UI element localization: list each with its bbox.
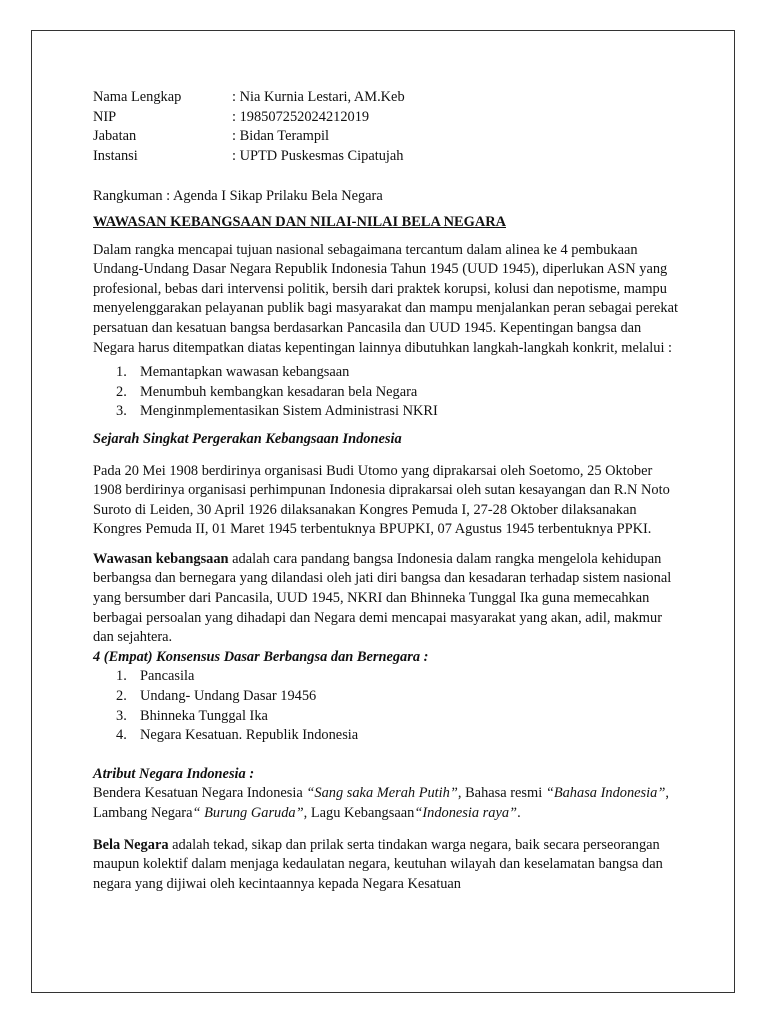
identity-value: : UPTD Puskesmas Cipatujah [232,147,404,164]
agenda-line: Rangkuman : Agenda I Sikap Prilaku Bela Negara [93,188,383,205]
bela-paragraph [93,836,683,895]
list-item [93,707,683,727]
list-number: 1. [116,668,127,685]
wawasan-paragraph [93,550,683,648]
list-item [93,667,683,687]
wawasan-text: adalah cara pandang bangsa Indonesia dalam rangka mengelola kehidupan berbangsa dan bernegara yang dilandasi oleh jati diri bangsa dan kesadaran terhadap sistem nasional yang bersumber dari Pancasila, UUD 1945, NKRI dan Bhinneka Tunggal Ika guna memecahkan berbagai persoalan yang dihadapi dan Negara demi mencapai masyarakat yang akan, adil, makmur dan sejahtera. [93,550,672,646]
section-heading: WAWASAN KEBANGSAAN DAN NILAI-NILAI BELA NEGARA [93,213,506,230]
list-text: Menumbuh kembangkan kesadaran bela Negara [140,383,418,400]
list-item [93,687,683,707]
intro-paragraph: Dalam rangka mencapai tujuan nasional sebagaimana tercantum dalam alinea ke 4 pembukaan Undang-Undang Dasar Negara Republik Indonesia Tahun 1945 (UUD 1945), diperlukan ASN yang profesional, bebas dari intervensi politik, bersih dari praktek korupsi, kolusi dan nepotisme, mampu menyelenggarakan pelayanan publik bagi masyarakat dan mampu menjalankan peran sebagai perekat persatuan dan kesatuan bangsa berdasarkan Pancasila dan UUD 1945. Kepentingan bangsa dan Negara harus ditempatkan diatas kepentingan lainnya dibutuhkan langkah-langkah konkrit, melalui : [93,241,678,356]
identity-value: : 198507252024212019 [232,108,370,125]
list-item [93,363,683,383]
list-text: Undang- Undang Dasar 19456 [140,688,317,705]
identity-row-nip [93,108,683,128]
consensus-list [93,667,683,745]
attributes-text: . [517,805,521,821]
steps-list [93,363,683,422]
bela-term: Bela Negara [93,836,169,853]
list-number: 3. [116,403,127,420]
identity-row-name [93,88,683,108]
list-item [93,402,683,422]
attributes-text: , Lambang Negara [93,785,669,821]
wawasan-term: Wawasan kebangsaan [93,550,229,567]
list-number: 1. [116,364,127,381]
attributes-title: Atribut Negara Indonesia : [93,765,255,782]
attributes-quote: “Indonesia raya” [414,805,518,821]
document-page [31,30,735,993]
list-text: Memantapkan wawasan kebangsaan [140,364,350,381]
attributes-quote: “Bahasa Indonesia” [545,785,666,802]
bela-text: adalah tekad, sikap dan prilak serta tindakan warga negara, baik secara perseorangan maupun kolektif dalam menjaga kedaulatan negara, keutuhan wilayah dan keselamatan bangsa dan negara yang dijiwai oleh kecintaannya kepada Negara Kesatuan [93,836,663,892]
identity-label: NIP [93,108,117,125]
list-item [93,383,683,403]
list-item [93,726,683,746]
attributes-text: Bendera Kesatuan Negara Indonesia [93,785,307,802]
identity-label: Jabatan [93,128,137,145]
list-number: 4. [116,727,127,744]
attributes-quote: “ Burung Garuda” [192,805,304,821]
identity-label: Instansi [93,147,138,164]
list-text: Negara Kesatuan. Republik Indonesia [140,727,359,744]
list-number: 2. [116,688,127,705]
document-content [93,88,683,894]
attributes-text: , Lagu Kebangsaan [303,805,415,821]
attributes-paragraph [93,784,683,823]
identity-value: : Nia Kurnia Lestari, AM.Keb [232,89,405,105]
identity-row-institution [93,147,683,167]
attributes-text: , Bahasa resmi [457,785,546,802]
list-number: 3. [116,707,127,724]
consensus-title: 4 (Empat) Konsensus Dasar Berbangsa dan Bernegara : [93,648,429,665]
list-text: Bhinneka Tunggal Ika [140,707,268,724]
list-text: Pancasila [140,668,195,685]
identity-value: : Bidan Terampil [232,128,330,145]
identity-label: Nama Lengkap [93,89,182,105]
history-paragraph: Pada 20 Mei 1908 berdirinya organisasi Budi Utomo yang diprakarsai oleh Soetomo, 25 Oktober 1908 berdirinya organisasi perhimpunan Indonesia diprakarsai oleh sutan kesayangan dan R.N Noto Suroto di Leiden, 30 April 1926 dilaksanakan Kongres Pemuda I, 27-28 Oktober dilaksanakan Kongres Pemuda II, 01 Maret 1945 terbentuknya BPUPKI, 07 Agustus 1945 terbentuknya PPKI. [93,462,670,538]
list-number: 2. [116,383,127,400]
list-text: Menginmplementasikan Sistem Administrasi NKRI [140,403,438,420]
attributes-quote: “Sang saka Merah Putih” [306,785,458,802]
history-title: Sejarah Singkat Pergerakan Kebangsaan Indonesia [93,430,402,447]
identity-row-position [93,127,683,147]
identity-block [93,88,683,166]
